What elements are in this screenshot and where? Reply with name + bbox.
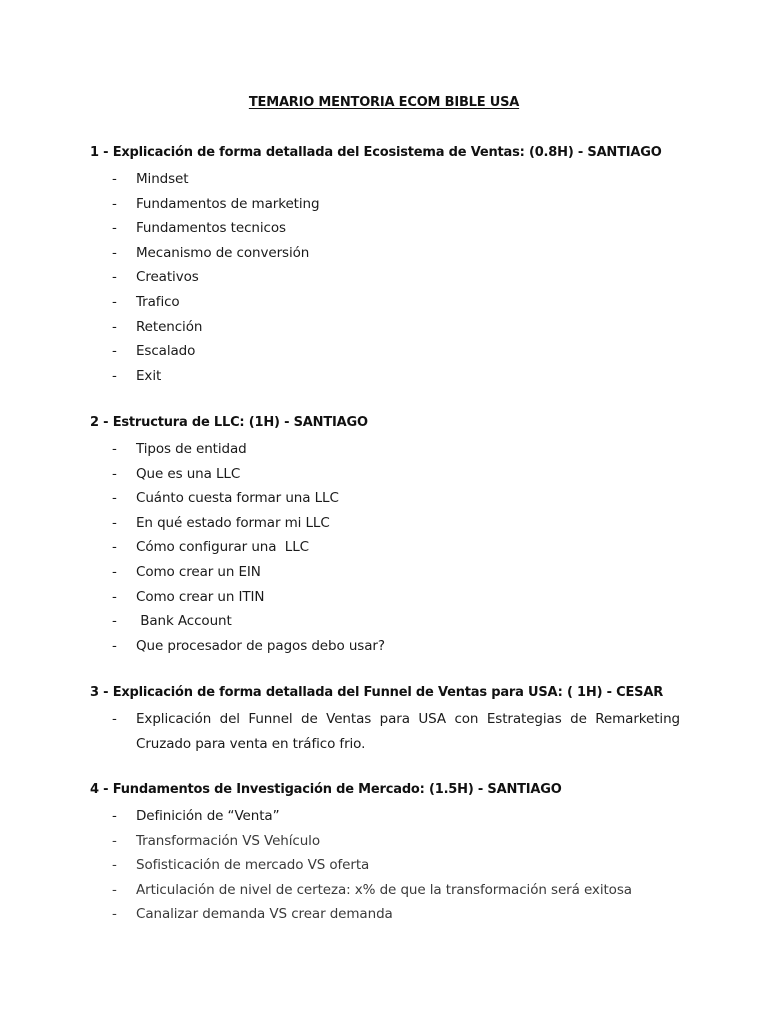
list-item: - Cuánto cuesta formar una LLC [90,486,680,511]
bullet-dash: - [112,490,117,507]
section-heading: 3 - Explicación de forma detallada del Funnel de Ventas para USA: ( 1H) - CESAR [90,685,664,700]
list-item: - Que procesador de pagos debo usar? [90,634,680,659]
section-heading: 4 - Fundamentos de Investigación de Mercado: (1.5H) - SANTIAGO [90,782,562,797]
bullet-dash: - [112,881,117,898]
list-item: - Mindset [90,167,680,192]
list-item: - Definición de “Venta” [90,804,680,829]
list-item: - Fundamentos de marketing [90,192,680,217]
bullet-dash: - [112,711,117,727]
bullet-dash: - [112,269,117,286]
bullet-dash: - [112,244,117,261]
list-item: - Fundamentos tecnicos [90,216,680,241]
list-item: - Transformación VS Vehículo [90,829,680,854]
bullet-dash: - [112,293,117,310]
bullet-dash: - [112,220,117,237]
list-item: - Como crear un ITIN [90,585,680,610]
list-item: - Cómo configurar una LLC [90,535,680,560]
document-title: TEMARIO MENTORIA ECOM BIBLE USA [248,95,520,110]
bullet-dash: - [112,563,117,580]
bullet-dash: - [112,539,117,556]
bullet-dash: - [112,171,117,187]
list-item: - Exit [90,364,680,389]
bullet-dash: - [112,367,117,384]
bullet-dash: - [112,637,117,654]
list-item: - Explicación del Funnel de Ventas para USA con Estrategias de Remarketing Cruzado para venta en tráfico frio. [90,707,680,756]
bullet-dash: - [112,195,117,212]
bullet-dash: - [112,441,117,457]
list-item: - Bank Account [90,609,680,634]
list-item: - Que es una LLC [90,462,680,487]
section-heading: 1 - Explicación de forma detallada del Ecosistema de Ventas: (0.8H) - SANTIAGO [90,145,662,160]
list-item: - Mecanismo de conversión [90,241,680,266]
bullet-dash: - [112,343,117,360]
section-4 [90,780,680,927]
bullet-dash: - [112,514,117,531]
list-item: - En qué estado formar mi LLC [90,511,680,536]
list-item: - Sofisticación de mercado VS oferta [90,853,680,878]
section-2 [90,413,680,658]
list-item: - Trafico [90,290,680,315]
bullet-dash: - [112,318,117,335]
bullet-dash: - [112,613,117,630]
list-item: - Escalado [90,339,680,364]
bullet-dash: - [112,465,117,482]
bullet-dash: - [112,808,117,824]
bullet-dash: - [112,832,117,849]
list-item: - Creativos [90,265,680,290]
bullet-dash: - [112,588,117,605]
section-1 [90,143,680,388]
section-heading: 2 - Estructura de LLC: (1H) - SANTIAGO [90,415,368,430]
section-3 [90,683,680,756]
list-item: - Articulación de nivel de certeza: x% de que la transformación será exitosa [90,878,680,903]
list-item: - Canalizar demanda VS crear demanda [90,902,680,927]
bullet-dash: - [112,857,117,874]
list-item: - Retención [90,315,680,340]
list-item: - Tipos de entidad [90,437,680,462]
list-item: - Como crear un EIN [90,560,680,585]
bullet-dash: - [112,906,117,923]
